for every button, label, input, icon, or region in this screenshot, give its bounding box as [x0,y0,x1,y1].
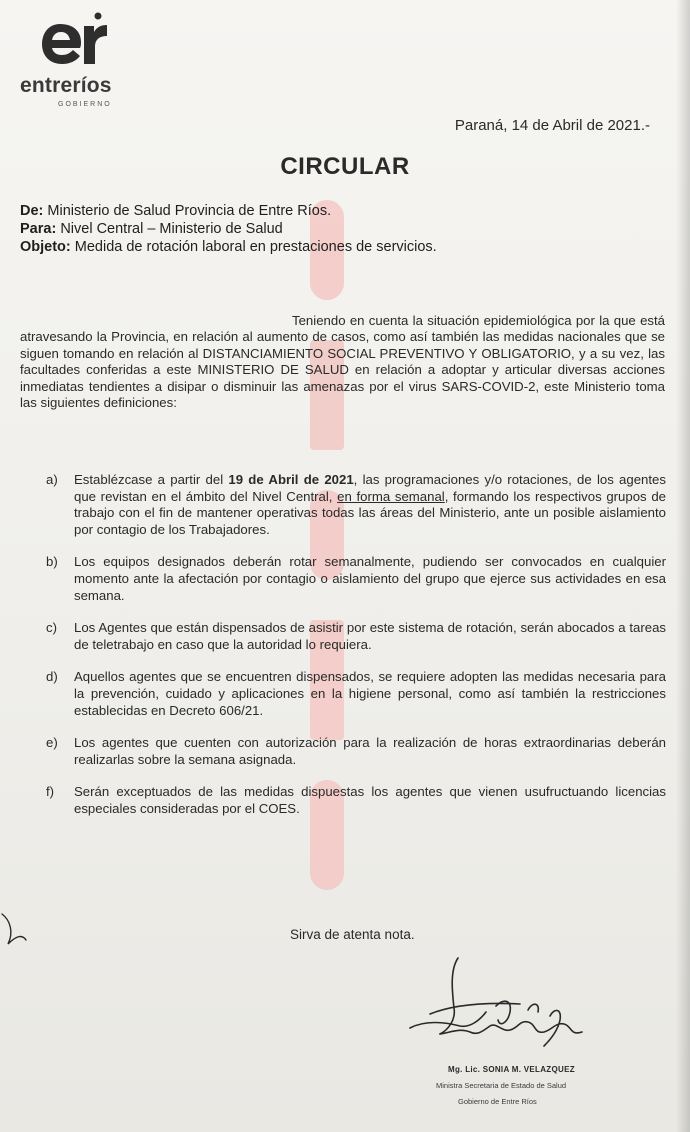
from-label: De: [20,203,44,219]
from-line [20,202,580,220]
item-label: f) [46,784,55,800]
to-value: Nivel Central – Ministerio de Salud [60,221,283,237]
closing-line: Sirva de atenta nota. [290,927,415,942]
list-item-b [46,554,666,604]
document-date: Paraná, 14 de Abril de 2021.- [454,117,650,134]
entrerios-logo [20,12,130,108]
item-text: Serán exceptuados de las medidas dispuestas los agentes que vienen usufructuando licencias especiales consideradas por el COES. [74,784,666,816]
item-text: Los Agentes que están dispensados de asistir por este sistema de rotación, serán abocados a tareas de teletrabajo en caso que la autoridad lo requiera. [74,620,666,652]
item-text: Los equipos designados deberán rotar semanalmente, pudiendo ser convocados en cualquier momento ante la afectación por contagio o aislamiento del grupo que ejerce sus actividades en esa semana. [74,554,666,603]
item-label: b) [46,554,58,570]
signatory-role: Ministra Secretaria de Estado de Salud [436,1081,567,1090]
item-text: , formando los respectivos grupos de trabajo con el fin de mantener operativas todas las áreas del Ministerio, ante un posible aislamiento por contagio de los Trabajadores. [74,488,666,537]
to-line [20,220,580,238]
item-text: Los agentes que cuenten con autorización para la realización de horas extraordinarias deberán realizarlas sobre la semana asignada. [74,735,666,767]
item-underline: en forma semanal [337,488,445,504]
item-label: a) [46,472,58,487]
list-item-f [46,784,666,817]
document-title: CIRCULAR [280,153,410,180]
subject-line [20,238,580,256]
item-label: e) [46,735,58,751]
signatory-government: Gobierno de Entre Ríos [458,1097,537,1106]
handwritten-signature [400,950,600,1060]
intro-paragraph: Teniendo en cuenta la situación epidemiológica por la que está atravesando la Provincia, en relación al aumento de casos, como así también las medidas nacionales que se siguen tomando en relación al DISTANCIAMIENTO SOCIAL PREVENTIVO Y OBLIGATORIO, y a su vez, las facultades conferidas a este MINISTERIO DE SALUD en relación a adoptar y articular diversas acciones inmediatas tendientes a disipar o disminuir las amenazas por el virus SARS-COVID-2, este Ministerio toma las siguientes definiciones: [20,313,665,411]
item-bold-date: 19 de Abril de 2021 [228,472,354,487]
logo-subtitle: GOBIERNO [58,101,112,108]
subject-value: Medida de rotación laboral en prestaciones de servicios. [74,239,437,255]
list-item-d [46,669,666,719]
header-block [20,202,580,256]
signatory-name: Mg. Lic. SONIA M. VELAZQUEZ [448,1065,575,1074]
from-value: Ministerio de Salud Provincia de Entre Ríos. [47,203,332,219]
list-item-a [46,472,666,538]
item-label: c) [46,620,57,636]
list-item-c [46,620,666,653]
definitions-list [46,472,666,818]
item-label: d) [46,669,58,685]
subject-label: Objeto: [20,239,71,255]
pen-mark-icon [0,910,30,950]
item-text: , las programaciones y/o rotaciones, de los agentes que revistan en el ámbito del Nivel Central, [74,472,666,504]
list-item-e [46,735,666,768]
item-text: Aquellos agentes que se encuentren dispensados, se requiere adopten las medidas necesaria para la prevención, cuidado y aplicaciones en la higiene personal, como así también la restricciones establecidas en Decreto 606/21. [74,669,666,718]
to-label: Para: [20,221,57,237]
er-logo-icon [40,12,112,72]
logo-wordmark: entreríos [20,74,112,97]
item-text: Establézcase a partir del [74,472,229,487]
